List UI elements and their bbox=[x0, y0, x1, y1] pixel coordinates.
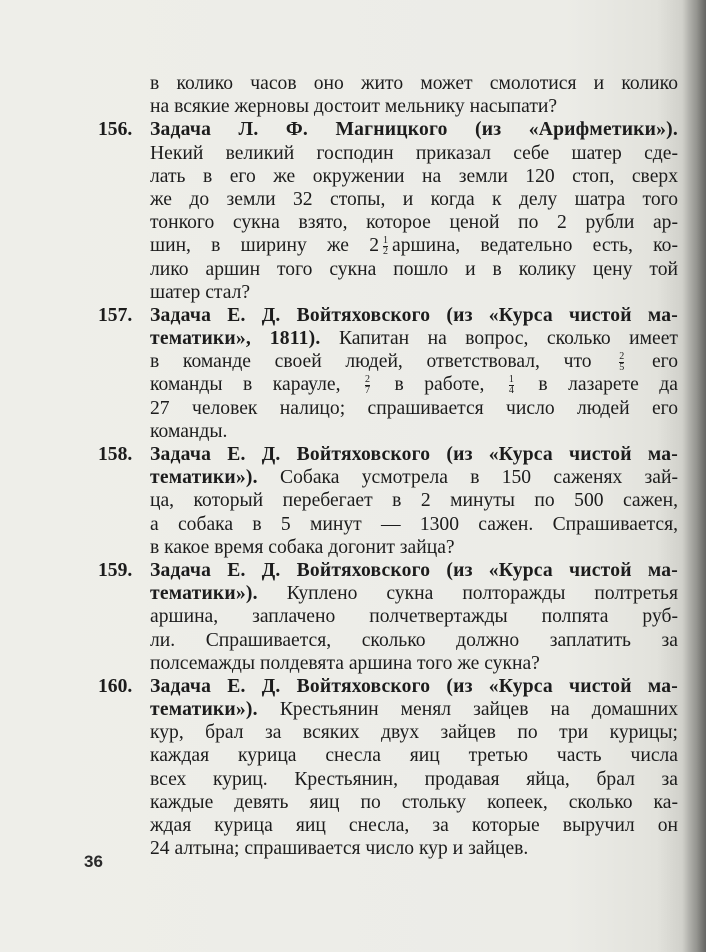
text-line: на всякие жерновы достоит мельнику насыпати? bbox=[150, 96, 558, 118]
text-line: 27 человек налицо; спрашивается число людей его bbox=[150, 397, 678, 419]
problem-title-continuation: тематики»). bbox=[150, 467, 258, 489]
text-line bbox=[98, 327, 678, 350]
denominator: 7 bbox=[365, 385, 370, 397]
text-fragment: в команде своей людей, ответствовал, что bbox=[150, 351, 592, 373]
problem-160 bbox=[98, 675, 678, 861]
problem-heading-line bbox=[98, 443, 678, 466]
book-spine-shadow bbox=[682, 0, 706, 952]
text-line bbox=[98, 350, 678, 373]
problem-heading-line bbox=[98, 559, 678, 582]
problem-heading-line bbox=[98, 675, 678, 698]
problem-title: Задача Е. Д. Войтяховского (из «Курса чистой ма- bbox=[150, 675, 678, 697]
text-fragment: шин, в ширину же bbox=[150, 235, 350, 257]
text-line bbox=[98, 373, 678, 396]
problem-heading-line bbox=[98, 304, 678, 327]
problem-number: 157. bbox=[98, 304, 133, 326]
problem-title: Задача Е. Д. Войтяховского (из «Курса чистой ма- bbox=[150, 304, 678, 326]
text-line: аршина, заплачено полчетвертажды полпята руб- bbox=[150, 606, 678, 628]
problem-159 bbox=[98, 559, 678, 675]
text-line: ждая курица яиц снесла, за которые выручил он bbox=[150, 815, 678, 836]
text-line: тонкого сукна взято, которое ценой по 2 рубли ар- bbox=[150, 212, 678, 234]
text-line bbox=[98, 698, 678, 721]
text-line: а собака в 5 минут — 1300 сажен. Спрашивается, bbox=[150, 513, 678, 535]
text-line bbox=[98, 582, 678, 605]
text-line: каждая курица снесла яиц третью часть числа bbox=[150, 745, 678, 767]
text-fragment: Собака усмотрела в 150 саженях зай- bbox=[280, 467, 678, 489]
problem-number: 159. bbox=[98, 559, 133, 581]
text-line: каждые девять яиц по стольку копеек, сколько ка- bbox=[150, 791, 678, 813]
text-fragment: его bbox=[651, 351, 678, 373]
text-fragment: в лазарете да bbox=[538, 374, 678, 396]
mixed-number bbox=[369, 235, 392, 256]
page-text bbox=[98, 72, 678, 860]
fraction bbox=[383, 236, 388, 257]
text-line: же до земли 32 стопы, и когда к делу шатра того bbox=[150, 188, 678, 210]
numerator: 2 bbox=[619, 351, 625, 363]
problem-156 bbox=[98, 118, 678, 304]
text-line: в какое время собака догонит зайца? bbox=[150, 536, 455, 558]
denominator: 4 bbox=[508, 385, 514, 397]
text-line: Некий великий господин приказал себе шатер сде- bbox=[150, 142, 678, 164]
fraction bbox=[365, 375, 370, 396]
numerator: 1 bbox=[508, 374, 514, 386]
text-line: лико аршин того сукна пошло и в колику цену той bbox=[150, 258, 678, 280]
text-fragment: Куплено сукна полторажды полтретья bbox=[286, 583, 678, 605]
problem-number: 158. bbox=[98, 444, 133, 465]
problem-title-continuation: тематики», 1811). bbox=[150, 328, 321, 350]
text-fragment: в работе, bbox=[394, 374, 485, 396]
problem-title: Задача Е. Д. Войтяховского (из «Курса чистой ма- bbox=[150, 444, 678, 465]
text-line: ли. Спрашивается, сколько должно заплатить за bbox=[150, 629, 678, 651]
problem-title-continuation: тематики»). bbox=[150, 699, 258, 721]
text-line: лать в его же окружении на земли 120 стоп, сверх bbox=[150, 165, 678, 187]
fraction bbox=[619, 352, 624, 373]
text-line: 24 алтына; спрашивается число кур и зайцев. bbox=[150, 838, 529, 860]
text-line: в колико часов оно жито может смолотися и колико bbox=[150, 73, 678, 94]
text-fragment: Крестьянин менял зайцев на домашних bbox=[279, 699, 678, 721]
text-line: полсемажды полдевята аршина того же сукна? bbox=[150, 652, 540, 674]
text-line bbox=[98, 466, 678, 489]
numerator: 2 bbox=[365, 374, 370, 386]
denominator: 2 bbox=[383, 246, 389, 258]
problem-title-continuation: тематики»). bbox=[150, 583, 258, 605]
text-line: команды. bbox=[150, 420, 228, 442]
problem-number: 156. bbox=[98, 119, 133, 141]
problem-title: Задача Л. Ф. Магницкого (из «Арифметики»). bbox=[150, 119, 678, 141]
problem-heading-line bbox=[98, 118, 678, 141]
text-line: кур, брал за всяких двух зайцев по три курицы; bbox=[150, 722, 678, 744]
problem-number: 160. bbox=[98, 675, 133, 697]
problem-title: Задача Е. Д. Войтяховского (из «Курса чистой ма- bbox=[150, 559, 678, 581]
text-fragment: аршина, ведательно есть, ко- bbox=[392, 235, 678, 257]
text-fragment: команды в карауле, bbox=[150, 374, 341, 396]
problem-157 bbox=[98, 304, 678, 443]
fraction bbox=[509, 375, 514, 396]
text-line bbox=[98, 234, 678, 257]
numerator: 1 bbox=[383, 235, 389, 247]
denominator: 5 bbox=[619, 362, 625, 374]
problem-158 bbox=[98, 443, 678, 559]
page-number: 36 bbox=[84, 852, 103, 871]
text-fragment: Капитан на вопрос, сколько имеет bbox=[338, 328, 678, 350]
text-line: всех куриц. Крестьянин, продавая яйца, брал за bbox=[150, 768, 678, 790]
whole-part: 2 bbox=[369, 235, 380, 257]
text-line: шатер стал? bbox=[150, 281, 251, 303]
problem-155-continuation bbox=[98, 72, 678, 118]
text-line: ца, который перебегает в 2 минуты по 500 сажен, bbox=[150, 490, 678, 512]
